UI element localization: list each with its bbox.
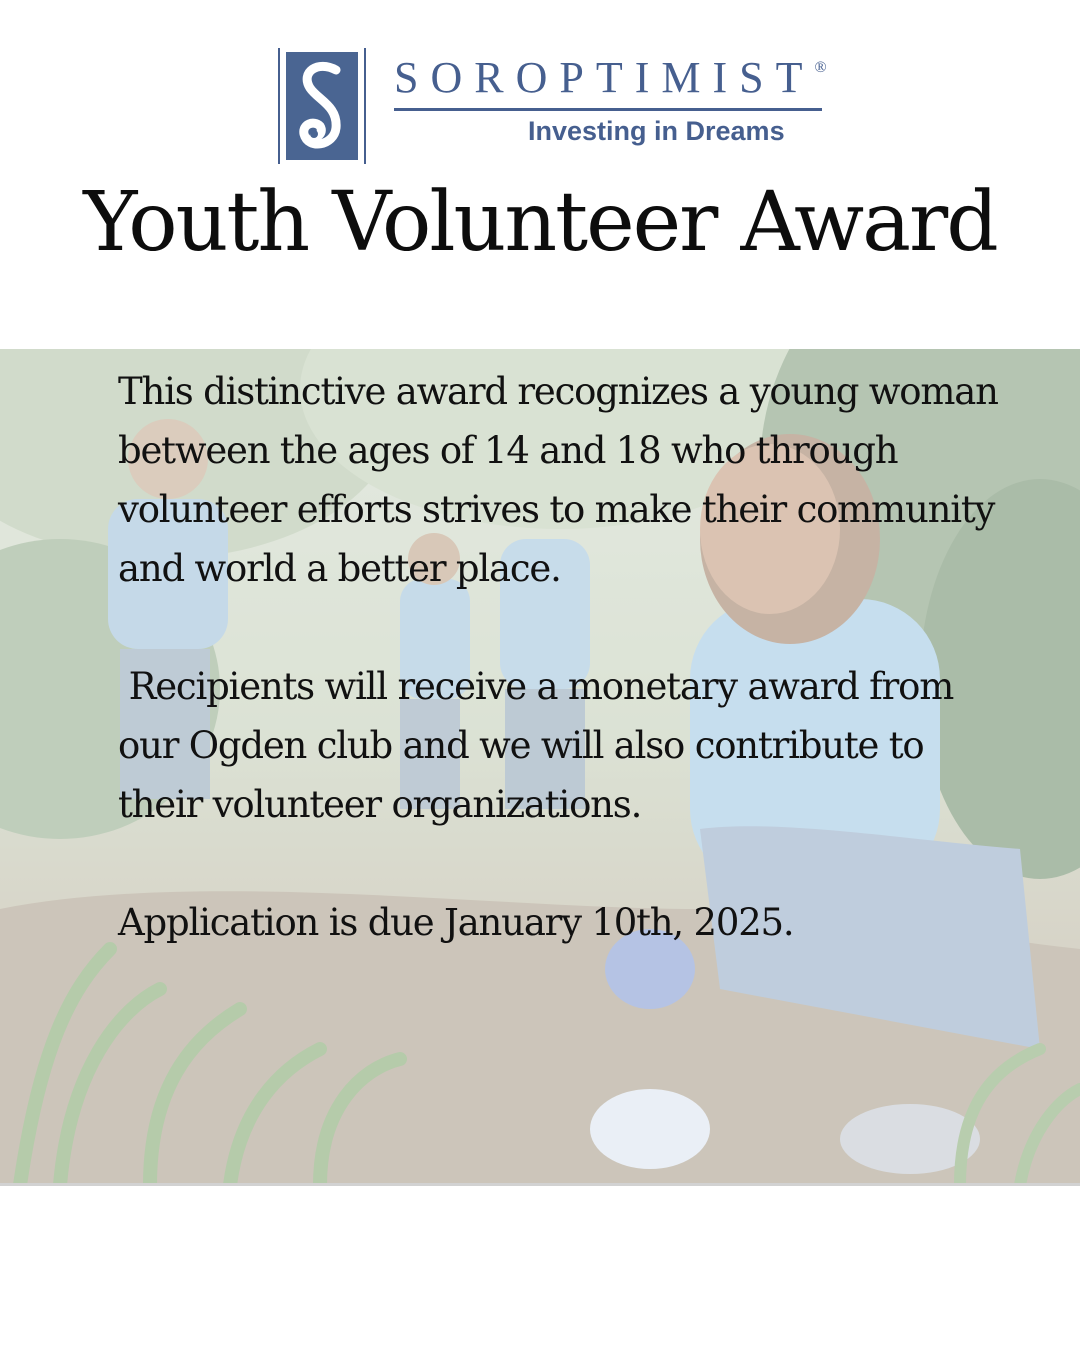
deadline-paragraph: Application is due January 10th, 2025. [118,901,794,944]
logo-divider [394,108,822,111]
description-paragraph: This distinctive award recognizes a young woman between the ages of 14 and 18 who through volunteer efforts strives to make their community and world a better place. [118,370,998,590]
award-description [118,362,998,952]
soroptimist-logo [278,48,858,164]
logo-wordmark: SOROPTIMIST® [394,53,827,102]
photo-border [0,1183,1080,1186]
soroptimist-s-logo-icon [278,48,366,164]
page-title: Youth Volunteer Award [83,175,997,270]
recipients-paragraph: Recipients will receive a monetary award from our Ogden club and we will also contribute to their volunteer organizations. [118,665,964,826]
logo-tagline: Investing in Dreams [528,116,785,146]
